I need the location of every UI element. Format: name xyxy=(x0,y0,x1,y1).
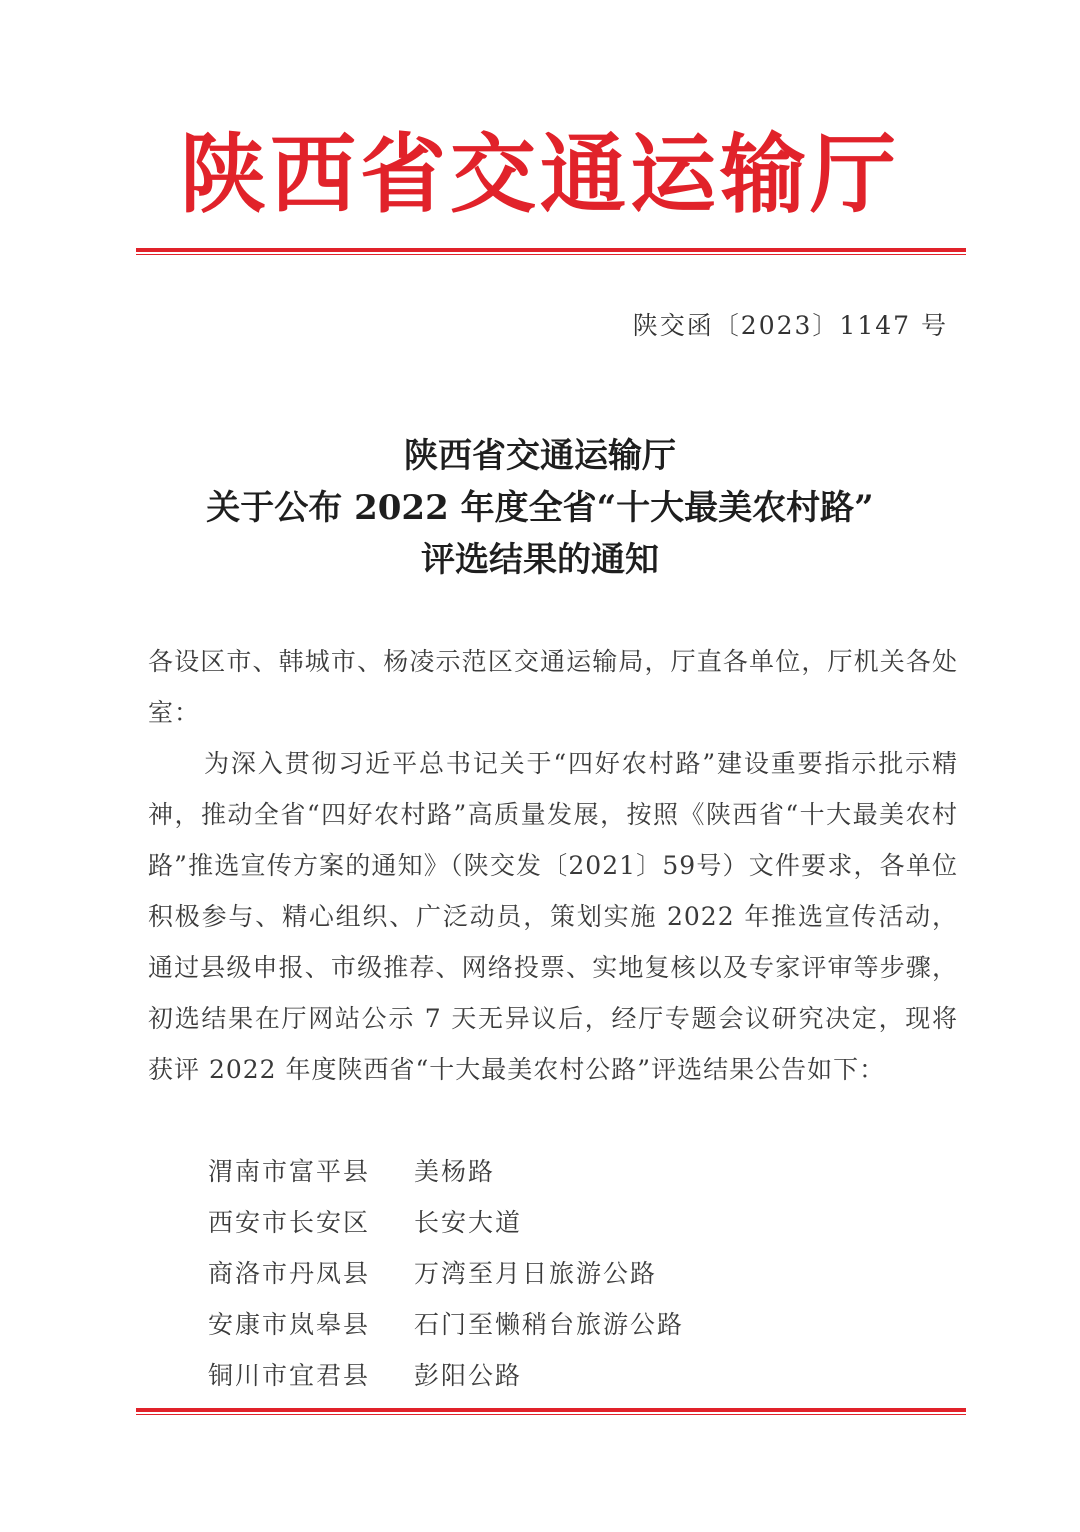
result-road: 彭阳公路 xyxy=(414,1361,523,1390)
result-area: 西安市长安区 xyxy=(208,1208,371,1237)
result-area: 渭南市富平县 xyxy=(208,1157,371,1186)
list-item xyxy=(208,1197,684,1248)
result-area: 安康市岚皋县 xyxy=(208,1310,371,1339)
result-road: 石门至懒稍台旅游公路 xyxy=(414,1310,685,1339)
result-road: 长安大道 xyxy=(414,1208,523,1237)
list-item xyxy=(208,1299,684,1350)
list-item xyxy=(208,1350,684,1401)
result-road: 美杨路 xyxy=(414,1157,496,1186)
org-letterhead: 陕西省交通运输厅 xyxy=(180,125,900,225)
document-number: 陕交函〔2023〕1147 号 xyxy=(632,311,948,340)
result-road: 万湾至月日旅游公路 xyxy=(414,1259,658,1288)
footer-divider xyxy=(136,1408,966,1415)
title-line-1: 陕西省交通运输厅 xyxy=(404,436,676,476)
document-title xyxy=(80,430,1000,586)
list-item xyxy=(208,1146,684,1197)
list-item xyxy=(208,1248,684,1299)
title-line-3: 评选结果的通知 xyxy=(421,540,659,580)
result-area: 商洛市丹凤县 xyxy=(208,1259,371,1288)
body-paragraph: 为深入贯彻习近平总书记关于“四好农村路”建设重要指示批示精神，推动全省“四好农村路”高质量发展，按照《陕西省“十大最美农村路”推选宣传方案的通知》（陕交发〔2021〕59号）文件要求，各单位积极参与、精心组织、广泛动员，策划实施 2022 年推选宣传活动，通过县级申报、市级推荐、网络投票、实地复核以及专家评审等步骤，初选结果在厅网站公示 7 天无异议后，经厅专题会议研究决定，现将获评 2022 年度陕西省“十大最美农村公路”评选结果公告如下： xyxy=(148,749,958,1084)
result-area: 铜川市宜君县 xyxy=(208,1361,371,1390)
recipients: 各设区市、韩城市、杨凌示范区交通运输局，厅直各单位，厅机关各处室： xyxy=(148,647,958,727)
title-line-2: 关于公布 2022 年度全省“十大最美农村路” xyxy=(206,488,874,528)
document-body xyxy=(148,636,958,1095)
result-list xyxy=(208,1146,684,1401)
letterhead-divider xyxy=(136,248,966,255)
